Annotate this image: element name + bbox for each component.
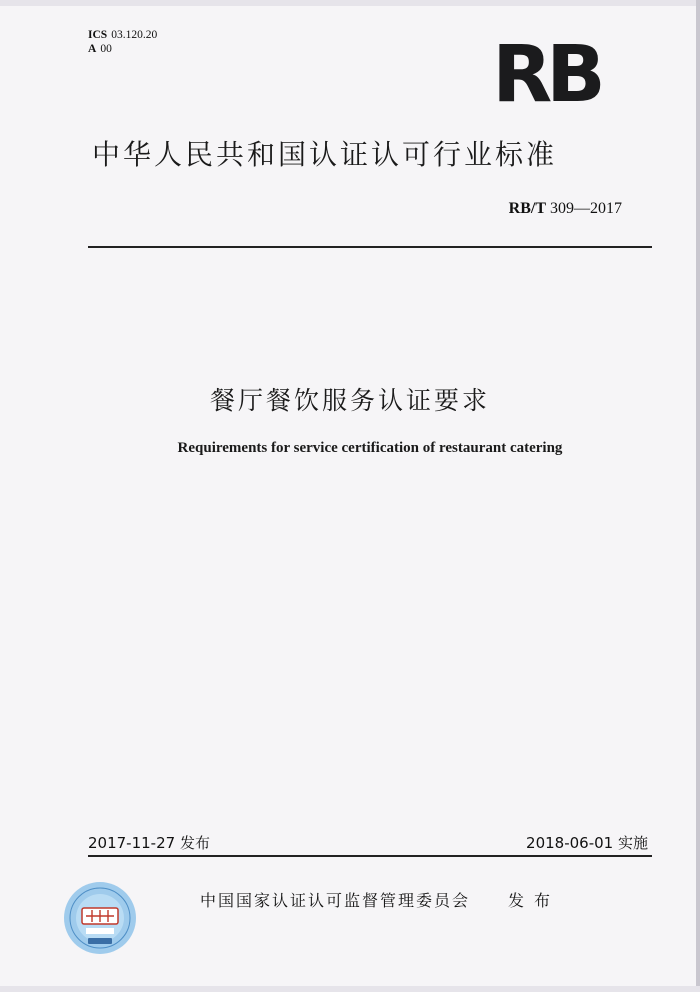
standard-number (509, 200, 622, 218)
issuer-name: 中国国家认证认可监督管理委员会 (200, 891, 471, 910)
standard-prefix: RB/T (508, 200, 546, 217)
issuing-authority (200, 888, 560, 911)
ics-code: 03.120.20 (111, 29, 158, 41)
publish-date: 2017-11-27 发布 (88, 834, 210, 852)
ics-label: ICS (88, 29, 108, 41)
classification-block (88, 28, 157, 56)
footer-divider (88, 855, 652, 857)
rb-logo: RB (492, 30, 600, 120)
page-right-edge (696, 0, 700, 992)
anti-counterfeit-seal (62, 880, 138, 956)
document-title-english: Requirements for service certification of restaurant catering (177, 440, 563, 456)
class-label: A (88, 43, 97, 55)
class-code: 00 (100, 43, 112, 55)
header-divider (88, 246, 652, 248)
page-bottom-edge (0, 986, 700, 992)
issue-action: 发布 (508, 891, 561, 910)
standard-category-title: 中华人民共和国认证认可行业标准 (92, 138, 558, 171)
class-line (88, 42, 157, 56)
standard-code: 309—2017 (550, 200, 622, 217)
page-top-edge (0, 0, 700, 6)
implement-date: 2018-06-01 实施 (526, 834, 648, 852)
ics-line (88, 28, 157, 42)
document-title-chinese: 餐厅餐饮服务认证要求 (209, 386, 490, 415)
